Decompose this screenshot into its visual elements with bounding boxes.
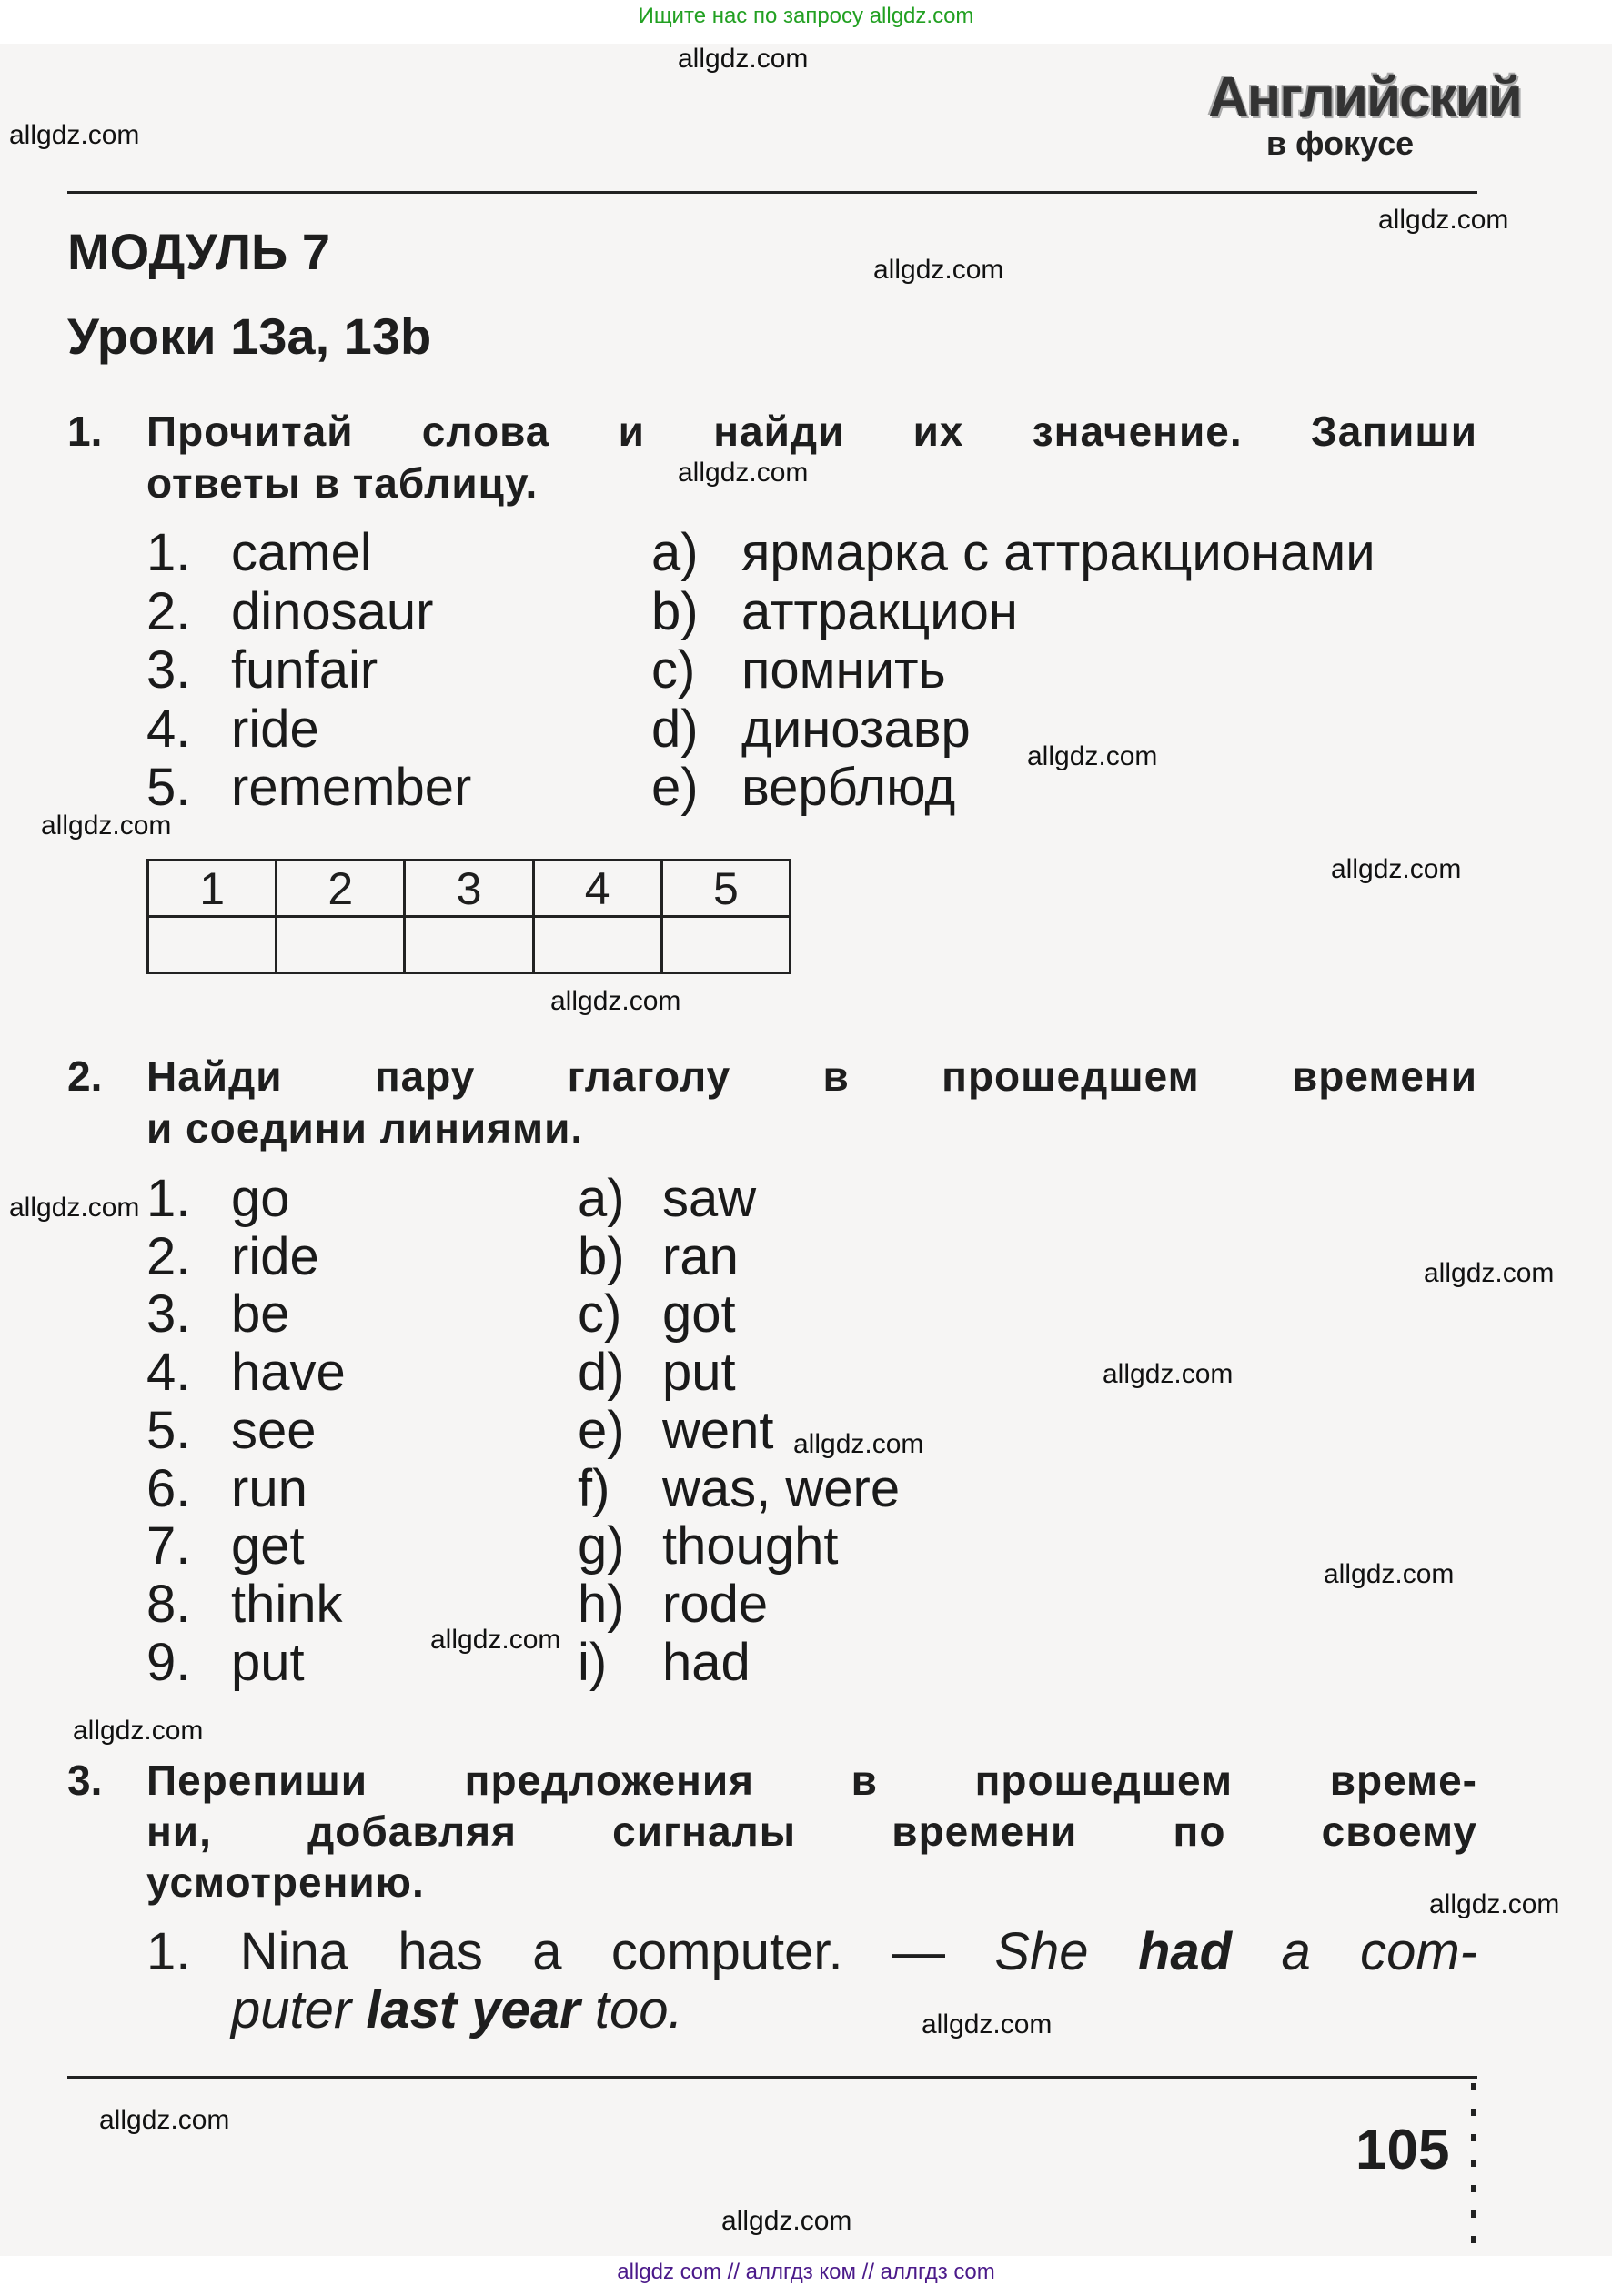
watermark: allgdz.com [99,2105,230,2135]
verb: run [231,1458,307,1518]
meaning: аттракцион [741,581,1018,641]
verb: put [231,1632,305,1692]
watermark: allgdz.com [550,986,681,1016]
word: remember [231,758,472,817]
past-letter: g) [578,1516,625,1576]
watermark: allgdz.com [678,458,809,488]
verb: have [231,1343,346,1403]
watermark: allgdz.com [430,1625,561,1655]
watermark: allgdz.com [9,120,140,150]
word: dinosaur [231,581,434,641]
dotted-cut-line [1471,2083,1476,2256]
module-title: МОДУЛЬ 7 [67,223,330,280]
word-number: 5. [146,758,191,817]
watermark: allgdz.com [922,2009,1053,2039]
meaning-letter: a) [651,523,699,582]
task2-instruction-line1: Найди пару глаголу в прошедшем времени [146,1052,1477,1100]
table-header: 5 [661,861,790,917]
watermark: allgdz.com [721,2206,852,2236]
verb-number: 1. [146,1169,191,1228]
task2-number: 2. [67,1052,103,1100]
past-form: rode [662,1574,769,1634]
logo-title: Английский [1208,66,1521,129]
meaning-letter: c) [651,640,696,700]
word: ride [231,699,319,759]
table-header: 4 [533,861,661,917]
example-dash: — [892,1922,945,1981]
verb-number: 9. [146,1632,191,1692]
answer-cell[interactable] [148,917,277,973]
verb-number: 2. [146,1226,191,1286]
word-number: 2. [146,581,191,641]
verb-number: 6. [146,1458,191,1518]
example-last-year: last year [366,1980,580,2039]
example-number: 1. [146,1922,191,1981]
answer-cell[interactable] [661,917,790,973]
watermark: allgdz.com [1027,741,1158,771]
past-letter: f) [578,1458,610,1518]
table-header: 1 [148,861,277,917]
logo-subtitle: в фокусе [1265,125,1415,162]
watermark: allgdz.com [1424,1258,1555,1288]
past-form: ran [662,1226,739,1286]
watermark: allgdz.com [1331,854,1462,884]
example-had: had [1137,1922,1233,1981]
example-sentence: Nina has a computer. [239,1922,843,1981]
past-letter: d) [578,1343,625,1403]
watermark: allgdz.com [1324,1559,1455,1589]
watermark: allgdz.com [1103,1359,1234,1389]
verb: go [231,1169,290,1228]
past-form: saw [662,1169,757,1228]
past-form: went [662,1400,774,1460]
watermark: allgdz.com [9,1193,140,1223]
top-banner[interactable]: Ищите нас по запросу allgdz.com [638,4,974,28]
answer-cell[interactable] [277,917,405,973]
meaning-letter: e) [651,758,699,817]
meaning: динозавр [741,699,971,759]
example-puter: puter [231,1980,352,2039]
watermark: allgdz.com [678,44,809,74]
watermark: allgdz.com [1378,205,1509,235]
meaning: помнить [741,640,946,700]
past-letter: b) [578,1226,625,1286]
task3-instruction-line1: Перепиши предложения в прошедшем време- [146,1757,1477,1804]
word-number: 3. [146,640,191,700]
task3-number: 3. [67,1757,103,1804]
word: funfair [231,640,378,700]
bottom-divider [67,2076,1477,2079]
past-letter: c) [578,1284,622,1344]
answer-cell[interactable] [533,917,661,973]
example-line2 [231,1979,1477,2040]
task1-instruction-line1: Прочитай слова и найди их значение. Запиши [146,408,1477,455]
table-header: 3 [405,861,533,917]
answer-cell[interactable] [405,917,533,973]
watermark: allgdz.com [793,1429,924,1459]
lessons-title: Уроки 13а, 13b [67,307,432,365]
example-she: She [994,1922,1089,1981]
verb-number: 5. [146,1400,191,1460]
past-form: was, were [662,1458,901,1518]
watermark: allgdz.com [73,1716,204,1746]
meaning-letter: d) [651,699,699,759]
word-number: 1. [146,523,191,582]
top-divider [67,191,1477,194]
watermark: allgdz.com [41,811,172,841]
verb: think [231,1574,343,1634]
logo [1208,66,1521,162]
verb-number: 4. [146,1343,191,1403]
meaning: верблюд [741,758,956,817]
task3-instruction-line3: усмотрению. [146,1858,425,1906]
task3-instruction-line2: ни, добавляя сигналы времени по своему [146,1808,1477,1855]
past-letter: i) [578,1632,608,1692]
past-letter: e) [578,1400,625,1460]
table-header: 2 [277,861,405,917]
task1-instruction-line2: ответы в таблицу. [146,459,539,507]
verb: get [231,1516,305,1576]
example-line1 [146,1921,1477,1982]
verb-number: 8. [146,1574,191,1634]
past-letter: a) [578,1169,625,1228]
verb-number: 7. [146,1516,191,1576]
watermark: allgdz.com [873,255,1004,285]
past-form: thought [662,1516,839,1576]
example-a-com: a com- [1281,1922,1477,1981]
answer-table [146,859,791,974]
word: camel [231,523,372,582]
verb: be [231,1284,290,1344]
past-form: got [662,1284,736,1344]
verb-number: 3. [146,1284,191,1344]
word-number: 4. [146,699,191,759]
past-form: had [662,1632,751,1692]
example-too: too. [594,1980,683,2039]
task2-instruction-line2: и соедини линиями. [146,1104,584,1152]
meaning: ярмарка с аттракционами [741,523,1375,582]
page-number: 105 [1355,2119,1450,2181]
task1-number: 1. [67,408,103,455]
verb: ride [231,1226,319,1286]
past-form: put [662,1343,736,1403]
past-letter: h) [578,1574,625,1634]
watermark: allgdz.com [1429,1889,1560,1919]
verb: see [231,1400,317,1460]
bottom-banner[interactable]: allgdz com // аллгдз ком // аллгдз com [617,2260,995,2284]
meaning-letter: b) [651,581,699,641]
